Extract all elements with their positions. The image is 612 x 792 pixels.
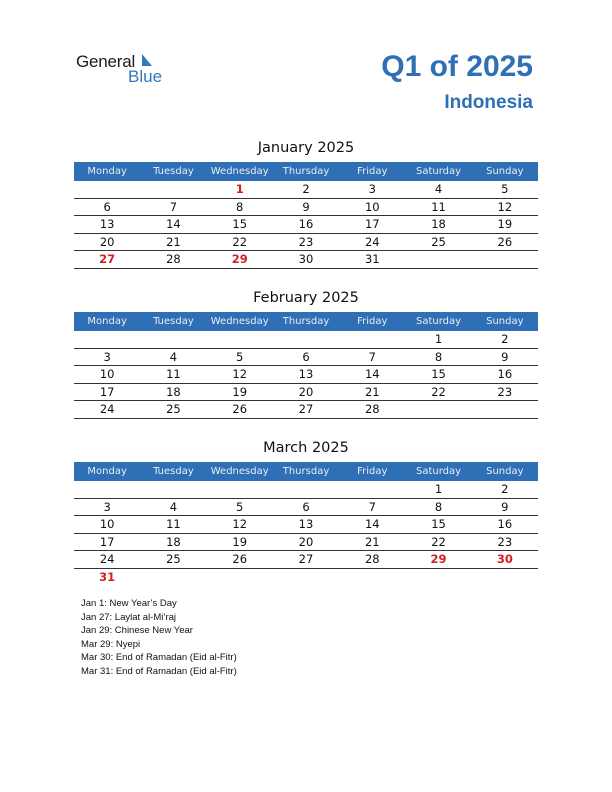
weekday-label: Monday	[87, 466, 127, 477]
day-cell: 6	[302, 499, 310, 514]
day-cell: 18	[166, 384, 181, 399]
day-cell: 25	[166, 402, 181, 416]
holiday-note: Jan 27: Laylat al-Mi’raj	[81, 611, 177, 623]
day-cell	[140, 569, 206, 587]
country-name: Indonesia	[444, 92, 533, 113]
weekday-header-row	[74, 312, 538, 331]
week-row	[74, 331, 538, 349]
day-cell: 25	[166, 552, 181, 566]
weekday-label: Saturday	[416, 466, 462, 477]
holiday-note: Jan 29: Chinese New Year	[81, 625, 193, 636]
month-calendar-january	[74, 138, 538, 269]
day-cell: 24	[364, 234, 380, 249]
day-cell	[405, 251, 471, 268]
day-cell: 27	[99, 252, 116, 266]
day-cell: 23	[298, 234, 314, 249]
day-cell: 26	[232, 552, 248, 566]
day-cell	[140, 481, 206, 498]
week-row	[74, 569, 538, 587]
day-cell: 29	[430, 552, 447, 566]
day-cell: 15	[431, 517, 446, 531]
day-cell: 2	[501, 332, 509, 346]
day-cell: 19	[497, 217, 513, 231]
day-cell: 19	[232, 534, 248, 549]
day-cell: 6	[103, 199, 111, 214]
day-cell	[207, 331, 273, 348]
weekday-label: Wednesday	[210, 466, 269, 477]
day-cell: 30	[298, 252, 314, 266]
day-cell	[207, 569, 273, 587]
day-cell: 12	[232, 517, 248, 531]
day-cell: 26	[497, 234, 513, 249]
day-cell: 10	[364, 199, 380, 214]
day-cell: 5	[236, 349, 244, 364]
month-calendar-february	[74, 288, 538, 419]
day-cell: 8	[434, 499, 443, 514]
weekday-label: Sunday	[486, 316, 524, 327]
weekday-label: Friday	[357, 166, 388, 177]
day-cell: 17	[364, 217, 380, 231]
day-cell	[74, 481, 140, 498]
week-row	[74, 551, 538, 569]
weekday-label: Monday	[87, 316, 127, 327]
weekday-label: Tuesday	[153, 316, 194, 327]
day-cell: 21	[364, 384, 380, 399]
weekday-header-row	[74, 162, 538, 181]
week-row	[74, 234, 538, 252]
day-cell: 15	[232, 217, 248, 231]
day-cell: 20	[99, 234, 115, 249]
week-row	[74, 534, 538, 552]
day-cell: 13	[298, 517, 314, 531]
day-cell: 16	[497, 517, 513, 531]
day-cell: 22	[232, 234, 248, 249]
day-cell: 9	[302, 199, 310, 214]
day-cell: 4	[434, 182, 443, 196]
weekday-label: Wednesday	[210, 316, 269, 327]
holiday-note: Jan 1: New Year’s Day	[81, 598, 177, 609]
day-cell: 1	[434, 482, 443, 496]
weekday-header-row	[74, 462, 538, 481]
weekday-label: Monday	[87, 166, 127, 177]
day-cell: 8	[236, 199, 244, 214]
weekday-label: Wednesday	[210, 166, 269, 177]
day-cell: 4	[169, 349, 178, 364]
day-cell	[140, 181, 206, 198]
day-cell: 19	[232, 384, 248, 399]
day-cell: 8	[434, 349, 443, 364]
day-cell: 11	[166, 517, 181, 531]
week-row	[74, 481, 538, 499]
weekday-label: Thursday	[282, 166, 330, 177]
day-cell: 26	[232, 402, 248, 416]
day-cell: 20	[298, 534, 314, 549]
day-cell: 17	[99, 384, 115, 399]
weekday-label: Tuesday	[153, 166, 194, 177]
week-row	[74, 384, 538, 402]
day-cell: 3	[103, 349, 111, 364]
day-cell: 4	[169, 499, 178, 514]
day-cell: 24	[99, 552, 115, 566]
day-cell: 2	[501, 482, 509, 496]
day-cell	[74, 331, 140, 348]
day-cell: 31	[364, 252, 380, 266]
logo-flag-icon	[142, 54, 152, 66]
week-row	[74, 349, 538, 367]
week-row	[74, 251, 538, 269]
day-cell: 7	[169, 199, 178, 214]
week-row	[74, 216, 538, 234]
day-cell: 17	[99, 534, 115, 549]
day-cell: 9	[501, 499, 509, 514]
day-cell: 29	[231, 252, 248, 266]
weekday-label: Thursday	[282, 466, 330, 477]
logo-blue-text: Blue	[128, 67, 163, 86]
day-cell: 31	[99, 569, 116, 584]
day-cell: 28	[166, 252, 181, 266]
weekday-label: Sunday	[486, 466, 524, 477]
day-cell: 21	[166, 234, 181, 249]
day-cell: 1	[434, 332, 443, 346]
day-cell	[273, 569, 339, 587]
day-cell: 16	[497, 367, 513, 381]
logo-general-text: General	[76, 52, 136, 71]
day-cell: 5	[236, 499, 244, 514]
weekday-label: Saturday	[416, 316, 462, 327]
day-cell	[207, 481, 273, 498]
weekday-label: Thursday	[282, 316, 330, 327]
day-cell: 12	[497, 199, 513, 214]
weekday-label: Friday	[357, 466, 388, 477]
day-cell: 13	[99, 217, 115, 231]
weekday-label: Tuesday	[153, 466, 194, 477]
day-cell	[405, 401, 471, 418]
holiday-notes	[81, 597, 237, 678]
day-cell: 18	[431, 217, 446, 231]
month-title: March 2025	[263, 440, 349, 456]
day-cell: 11	[166, 367, 181, 381]
day-cell: 1	[235, 182, 244, 196]
day-cell: 18	[166, 534, 181, 549]
day-cell: 21	[364, 534, 380, 549]
day-cell	[273, 331, 339, 348]
day-cell: 2	[302, 182, 310, 196]
day-cell: 20	[298, 384, 314, 399]
holiday-note: Mar 29: Nyepi	[81, 638, 141, 650]
day-cell: 24	[99, 402, 115, 416]
weekday-label: Saturday	[416, 166, 462, 177]
day-cell	[472, 569, 538, 587]
day-cell	[405, 569, 471, 587]
page-title: Q1 of 2025	[381, 50, 533, 83]
day-cell: 23	[497, 534, 513, 549]
week-row	[74, 181, 538, 199]
day-cell: 22	[431, 534, 446, 549]
holiday-note: Mar 30: End of Ramadan (Eid al-Fitr)	[81, 652, 237, 663]
day-cell: 10	[99, 367, 115, 381]
month-title: January 2025	[257, 140, 355, 156]
day-cell: 7	[368, 499, 376, 514]
weekday-label: Sunday	[486, 166, 524, 177]
day-cell: 6	[302, 349, 310, 364]
day-cell: 12	[232, 367, 248, 381]
day-cell: 28	[364, 552, 380, 566]
day-cell	[472, 401, 538, 418]
day-cell: 14	[364, 367, 380, 381]
day-cell: 3	[103, 499, 111, 514]
day-cell: 13	[298, 367, 314, 381]
day-cell: 27	[298, 402, 314, 416]
day-cell	[339, 569, 405, 587]
holiday-note: Mar 31: End of Ramadan (Eid al-Fitr)	[81, 665, 237, 677]
day-cell: 5	[501, 182, 509, 196]
day-cell: 7	[368, 349, 376, 364]
day-cell	[140, 331, 206, 348]
day-cell	[339, 331, 405, 348]
day-cell	[339, 481, 405, 498]
day-cell: 25	[431, 234, 446, 249]
month-title: February 2025	[253, 290, 359, 306]
day-cell	[273, 481, 339, 498]
day-cell	[74, 181, 140, 198]
day-cell: 23	[497, 384, 513, 399]
month-calendar-march	[74, 438, 538, 586]
day-cell: 9	[501, 349, 509, 364]
day-cell: 28	[364, 402, 380, 416]
day-cell: 14	[364, 517, 380, 531]
day-cell: 11	[431, 199, 446, 214]
week-row	[74, 516, 538, 534]
week-row	[74, 199, 538, 217]
generalblue-logo	[76, 52, 176, 88]
day-cell: 27	[298, 552, 314, 566]
week-row	[74, 366, 538, 384]
day-cell: 30	[496, 552, 513, 566]
day-cell: 14	[166, 217, 181, 231]
day-cell: 16	[298, 217, 314, 231]
day-cell	[472, 251, 538, 268]
week-row	[74, 401, 538, 419]
day-cell: 10	[99, 517, 115, 531]
weekday-label: Friday	[357, 316, 388, 327]
week-row	[74, 499, 538, 517]
day-cell: 15	[431, 367, 446, 381]
day-cell: 22	[431, 384, 446, 399]
day-cell: 3	[368, 182, 376, 196]
